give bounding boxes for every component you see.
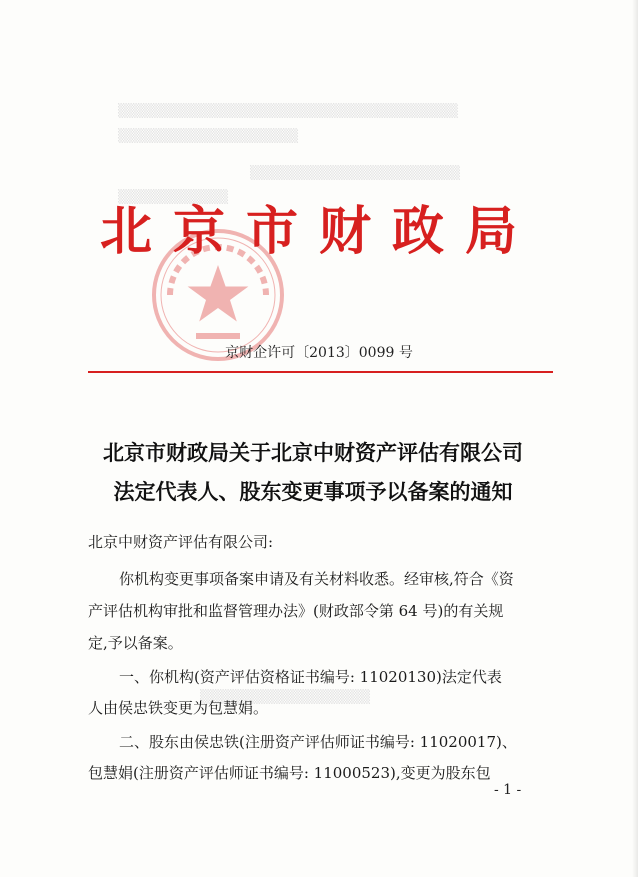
paragraph-1-line-3: 定,予以备案。 xyxy=(88,634,183,652)
paragraph-1-line-1: 你机构变更事项备案申请及有关材料收悉。经审核,符合《资 xyxy=(119,570,514,588)
bleed-through-text: ▒▒▒▒▒▒▒▒▒▒▒▒▒▒▒▒▒▒▒▒▒▒▒▒▒▒▒▒▒▒▒▒▒▒ xyxy=(118,104,458,119)
page-number: - 1 - xyxy=(494,782,522,798)
paragraph-2-line-1: 一、你机构(资产评估资格证书编号: 11020130)法定代表 xyxy=(119,668,502,686)
paragraph-3-line-2: 包慧娟(注册资产评估师证书编号: 11000523),变更为股东包 xyxy=(88,764,491,782)
notice-title-line-2: 法定代表人、股东变更事项予以备案的通知 xyxy=(113,479,513,504)
letterhead-title: 北京市财政局 xyxy=(100,201,539,262)
paragraph-1-line-2: 产评估机构审批和监督管理办法》(财政部令第 64 号)的有关规 xyxy=(88,602,504,620)
notice-title-line-1: 北京市财政局关于北京中财资产评估有限公司 xyxy=(103,440,523,465)
paragraph-2-line-2: 人由侯忠铁变更为包慧娟。 xyxy=(88,699,269,717)
bleed-through-text: ▒▒▒▒▒▒▒▒▒▒▒▒▒▒▒▒▒▒ xyxy=(118,129,298,144)
bleed-through-text: ▒▒▒▒▒▒▒▒▒▒▒ xyxy=(118,190,228,205)
bleed-through-text: ▒▒▒▒▒▒▒▒▒▒▒▒▒▒▒▒▒ xyxy=(200,690,370,705)
paragraph-3-line-1: 二、股东由侯忠铁(注册资产评估师证书编号: 11020017)、 xyxy=(119,733,517,751)
document-number: 京财企许可〔2013〕0099 号 xyxy=(225,345,413,361)
page-edge-shadow xyxy=(632,0,638,877)
addressee: 北京中财资产评估有限公司: xyxy=(88,533,274,551)
bleed-through-text: ▒▒▒▒▒▒▒▒▒▒▒▒▒▒▒▒▒▒▒▒▒ xyxy=(250,166,460,181)
red-divider xyxy=(88,371,553,373)
